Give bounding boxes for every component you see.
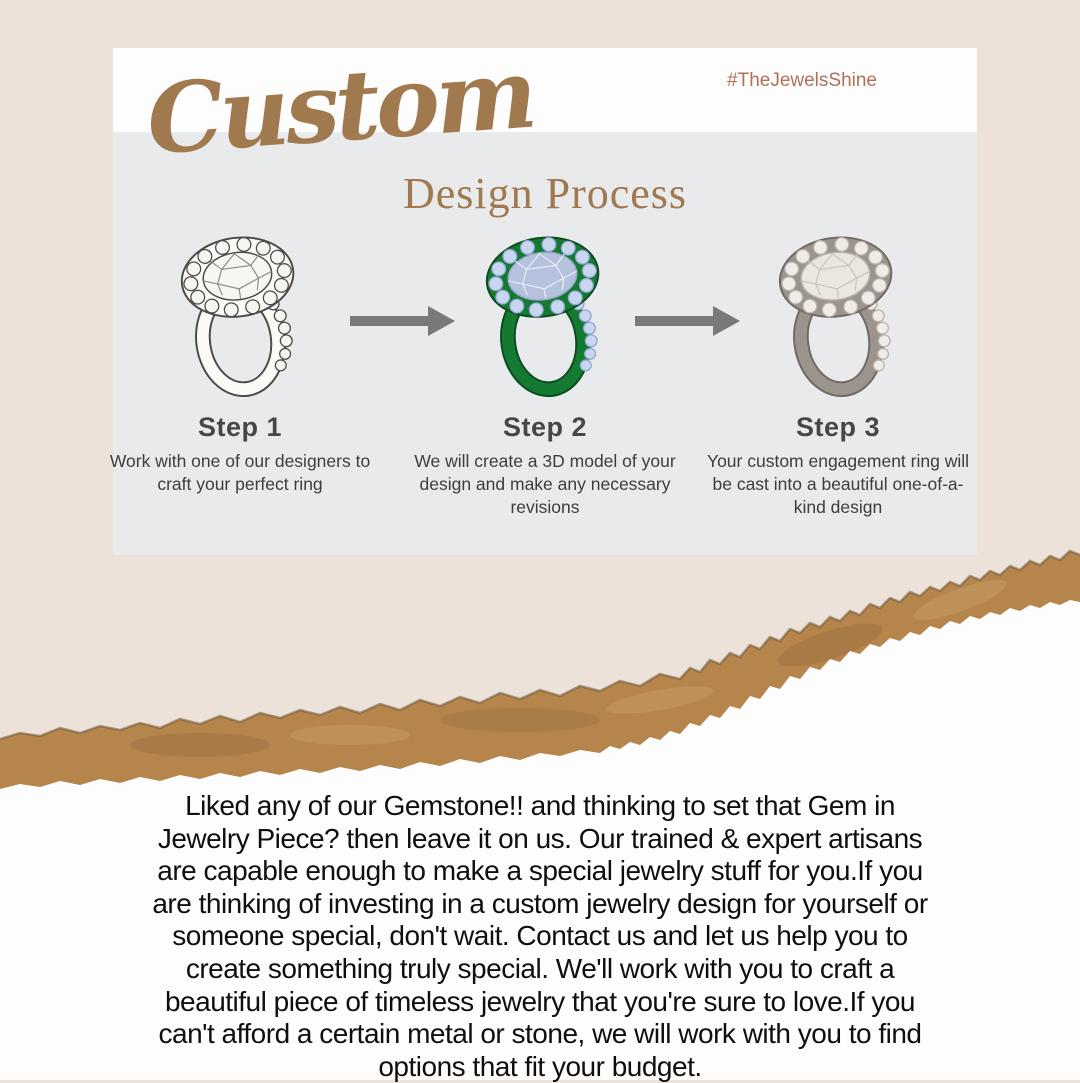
step-2-block	[405, 230, 685, 519]
step-1-block	[100, 230, 380, 496]
subtitle: Design Process	[402, 169, 688, 218]
brand-hashtag: #TheJewelsShine	[727, 70, 877, 91]
step-3-block	[698, 230, 978, 519]
paragraph-line: are capable enough to make a special jewelry stuff for you.If you	[157, 855, 923, 887]
paragraph-line: create something truly special. We'll work with you to craft a	[185, 952, 895, 984]
paragraph-line: Jewelry Piece? then leave it on us. Our trained & expert artisans	[157, 822, 923, 854]
design-process-card	[109, 36, 977, 555]
step-3-title: Step 3	[795, 412, 881, 442]
paragraph-line: Liked any of our Gemstone!! and thinking to set that Gem in	[185, 790, 895, 821]
step-1-title: Step 1	[197, 412, 283, 442]
marketing-paragraph	[60, 790, 1020, 1083]
paragraph-line: options that fit your budget.	[378, 1050, 702, 1082]
title-script: Custom	[143, 36, 537, 177]
green-3d-model-ring-icon	[470, 230, 620, 402]
paragraph-line: someone special, don't wait. Contact us and let us help you to	[172, 920, 908, 952]
step-2-title: Step 2	[502, 412, 588, 442]
paragraph-line: beautiful piece of timeless jewelry that you're sure to love.If you	[164, 985, 916, 1017]
step-1-description: Work with one of our designers to craft your perfect ring	[109, 451, 371, 495]
sketch-ring-icon	[165, 230, 315, 402]
step-2-description: We will create a 3D model of your design and make any necessary revisions	[414, 451, 676, 518]
cast-metal-ring-icon	[763, 230, 913, 402]
step-3-description: Your custom engagement ring will be cast into a beautiful one-of-a-kind design	[707, 451, 969, 518]
paragraph-line: can't afford a certain metal or stone, we will work with you to find	[158, 1018, 922, 1050]
paragraph-line: are thinking of investing in a custom jewelry design for yourself or	[152, 887, 928, 919]
